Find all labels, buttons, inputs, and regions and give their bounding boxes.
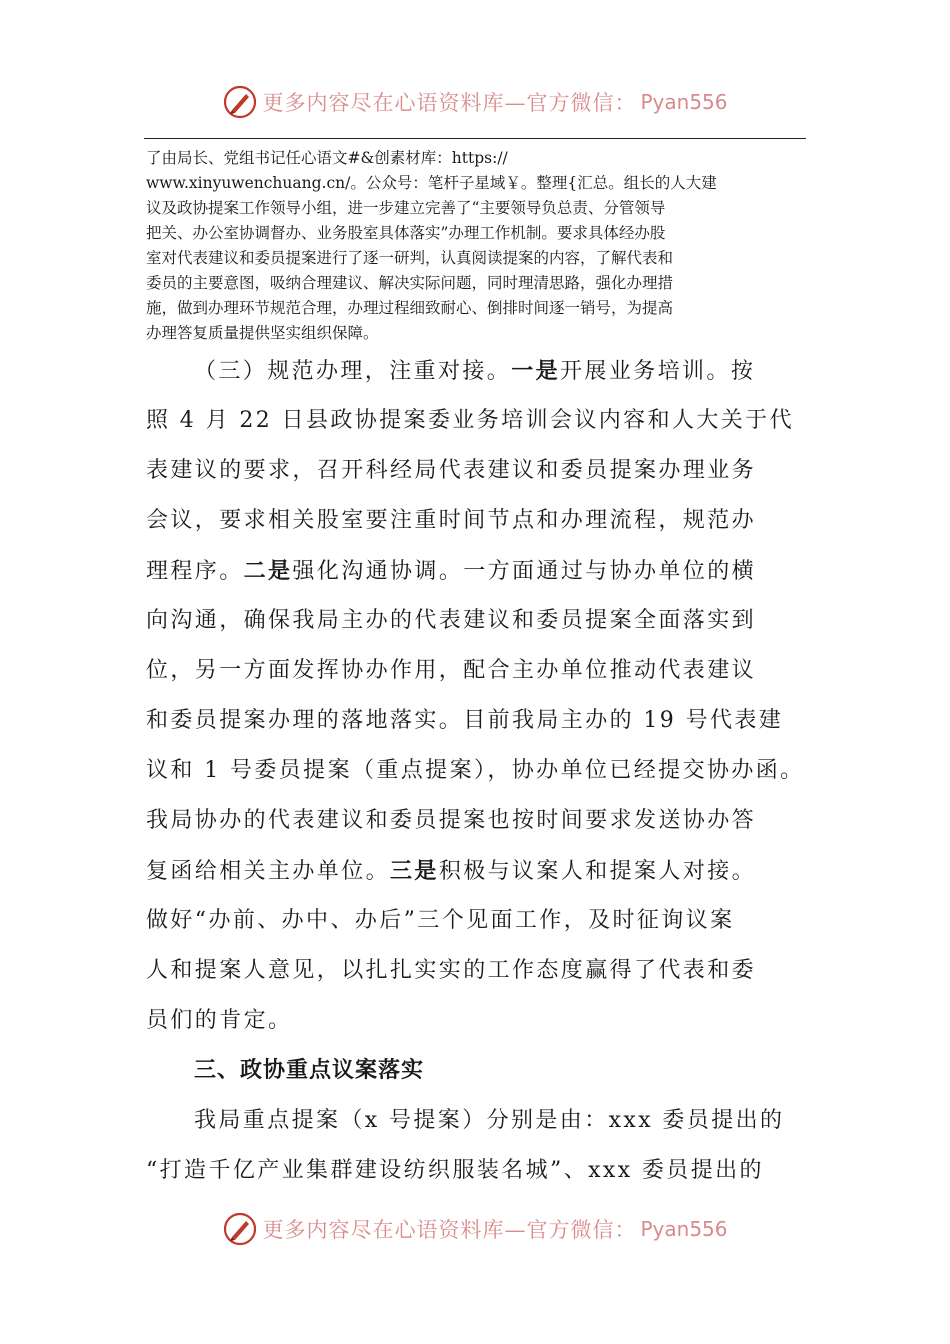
point-three-label: 三是 xyxy=(390,858,439,884)
footer-banner-handle: Pyan556 xyxy=(640,1217,728,1241)
intro-line: 议及政协提案工作领导小组，进一步建立完善了“主要领导负总责、分管领导 xyxy=(146,199,666,217)
body-line: 表建议的要求，召开科经局代表建议和委员提案办理业务 xyxy=(146,458,757,483)
body-text: 复函给相关主办单位。 xyxy=(146,859,391,884)
body-text: 开展业务培训。按 xyxy=(560,359,756,384)
body-line xyxy=(146,346,816,396)
body-line: 和委员提案办理的落地落实。目前我局主办的 19 号代表建 xyxy=(146,708,784,733)
body-line: “打造千亿产业集群建设纺织服装名城”、xxx 委员提出的 xyxy=(146,1158,764,1183)
section-heading: 三、政协重点议案落实 xyxy=(194,1058,425,1083)
point-two-label: 二是 xyxy=(243,558,293,584)
body-line: 照 4 月 22 日县政协提案委业务培训会议内容和人大关于代 xyxy=(146,408,794,433)
intro-line: 办理答复质量提供坚实组织保障。 xyxy=(146,324,379,342)
pen-logo-icon xyxy=(222,84,258,120)
body-text: 积极与议案人和提案人对接。 xyxy=(438,859,757,884)
header-banner-handle: Pyan556 xyxy=(640,90,728,114)
body-line: 我局重点提案（x 号提案）分别是由：xxx 委员提出的 xyxy=(194,1108,785,1133)
intro-line: 委员的主要意图，吸纳合理建议、解决实际问题，同时理清思路，强化办理措 xyxy=(146,274,674,292)
header-banner xyxy=(0,82,950,122)
body-line: 向沟通，确保我局主办的代表建议和委员提案全面落实到 xyxy=(146,608,757,633)
intro-line: 施，做到办理环节规范合理，办理过程细致耐心、倒排时间逐一销号，为提高 xyxy=(146,299,674,317)
header-banner-text: 更多内容尽在心语资料库—官方微信： xyxy=(262,91,637,115)
intro-line: 了由局长、党组书记任心语文#&创素材库：https:// xyxy=(146,149,508,167)
intro-line: www.xinyuwenchuang.cn/。公众号：笔杆子星域￥。整理{汇总。组长的人大建 xyxy=(146,174,717,192)
point-one-label: 一是 xyxy=(511,358,561,384)
body-line xyxy=(146,546,816,596)
footer-banner xyxy=(0,1209,950,1249)
intro-line: 把关、办公室协调督办、业务股室具体落实”办理工作机制。要求具体经办股 xyxy=(146,224,666,242)
pen-logo-icon xyxy=(222,1211,258,1247)
section-three-sub-body xyxy=(146,346,816,1196)
subsection-heading: （三）规范办理，注重对接。 xyxy=(194,359,512,384)
body-text: 强化沟通协调。一方面通过与协办单位的横 xyxy=(292,559,757,584)
body-line: 议和 1 号委员提案（重点提案），协办单位已经提交协办函。 xyxy=(146,758,805,783)
intro-paragraph xyxy=(146,146,806,346)
body-text: 理程序。 xyxy=(146,559,244,584)
header-divider xyxy=(144,138,806,139)
body-line: 会议，要求相关股室要注重时间节点和办理流程，规范办 xyxy=(146,508,757,533)
header-banner-inner xyxy=(222,84,727,120)
footer-banner-text: 更多内容尽在心语资料库—官方微信： xyxy=(262,1218,637,1242)
intro-line: 室对代表建议和委员提案进行了逐一研判，认真阅读提案的内容，了解代表和 xyxy=(146,249,674,267)
body-line: 我局协办的代表建议和委员提案也按时间要求发送协办答 xyxy=(146,808,757,833)
body-line: 做好“办前、办中、办后”三个见面工作，及时征询议案 xyxy=(146,908,735,933)
body-line xyxy=(146,846,816,896)
body-line: 位，另一方面发挥协办作用，配合主办单位推动代表建议 xyxy=(146,658,757,683)
body-line: 人和提案人意见，以扎扎实实的工作态度赢得了代表和委 xyxy=(146,958,757,983)
footer-banner-inner xyxy=(222,1211,727,1247)
body-line: 员们的肯定。 xyxy=(146,1008,293,1033)
